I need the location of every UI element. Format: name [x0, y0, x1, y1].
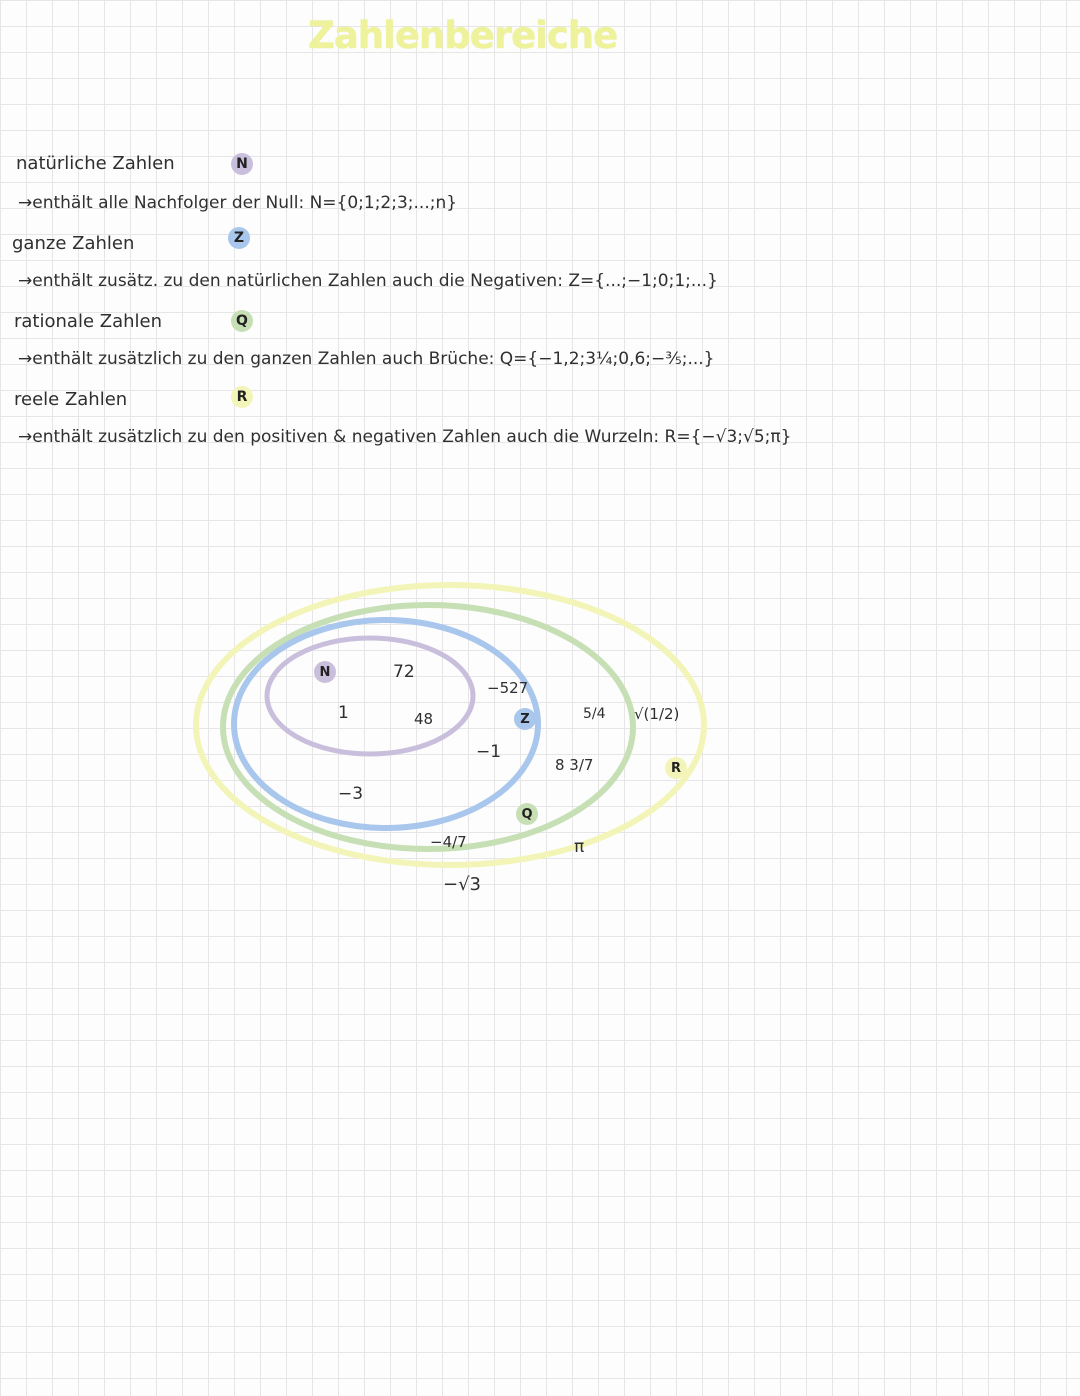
term-natural-numbers: natürliche Zahlen — [16, 153, 175, 174]
desc-integers: →enthält zusätz. zu den natürlichen Zahlen auch die Negativen: Z={...;−1;0;1;...} — [18, 271, 718, 291]
venn-element-sqrt-half: √(1/2) — [634, 705, 680, 723]
venn-element-pi: π — [574, 837, 585, 857]
term-real-numbers: reele Zahlen — [14, 389, 128, 410]
venn-element-48: 48 — [414, 710, 434, 728]
venn-element-minus-sqrt-3: −√3 — [443, 874, 482, 895]
natural-numbers-ellipse — [267, 638, 473, 754]
venn-rational-label: Q — [516, 803, 538, 825]
venn-element-minus-4-7: −4/7 — [430, 833, 467, 851]
venn-natural-label: N — [314, 661, 336, 683]
term-rational-numbers: rationale Zahlen — [14, 311, 162, 332]
venn-real-label: R — [665, 757, 687, 779]
venn-element-8-3-7: 8 3/7 — [555, 756, 594, 774]
real-numbers-symbol: R — [231, 386, 253, 408]
integers-symbol: Z — [228, 227, 250, 249]
venn-element-72: 72 — [393, 662, 415, 682]
venn-element-minus-3: −3 — [338, 784, 364, 804]
desc-rational-numbers: →enthält zusätzlich zu den ganzen Zahlen auch Brüche: Q={−1,2;3¼;0,6;−⅗;...} — [18, 349, 715, 369]
desc-real-numbers: →enthält zusätzlich zu den positiven & negativen Zahlen auch die Wurzeln: R={−√3;√5;π} — [18, 427, 792, 447]
natural-numbers-symbol: N — [231, 153, 253, 175]
term-integers: ganze Zahlen — [12, 233, 135, 254]
venn-element-minus-1: −1 — [476, 742, 502, 762]
desc-natural-numbers: →enthält alle Nachfolger der Null: N={0;1;2;3;...;n} — [18, 193, 458, 213]
venn-element-5-4: 5/4 — [583, 706, 606, 722]
venn-integer-label: Z — [514, 708, 536, 730]
rational-numbers-symbol: Q — [231, 310, 253, 332]
page-title: Zahlenbereiche — [308, 14, 618, 57]
venn-element-minus-527: −527 — [487, 679, 529, 697]
venn-element-1: 1 — [338, 703, 349, 723]
